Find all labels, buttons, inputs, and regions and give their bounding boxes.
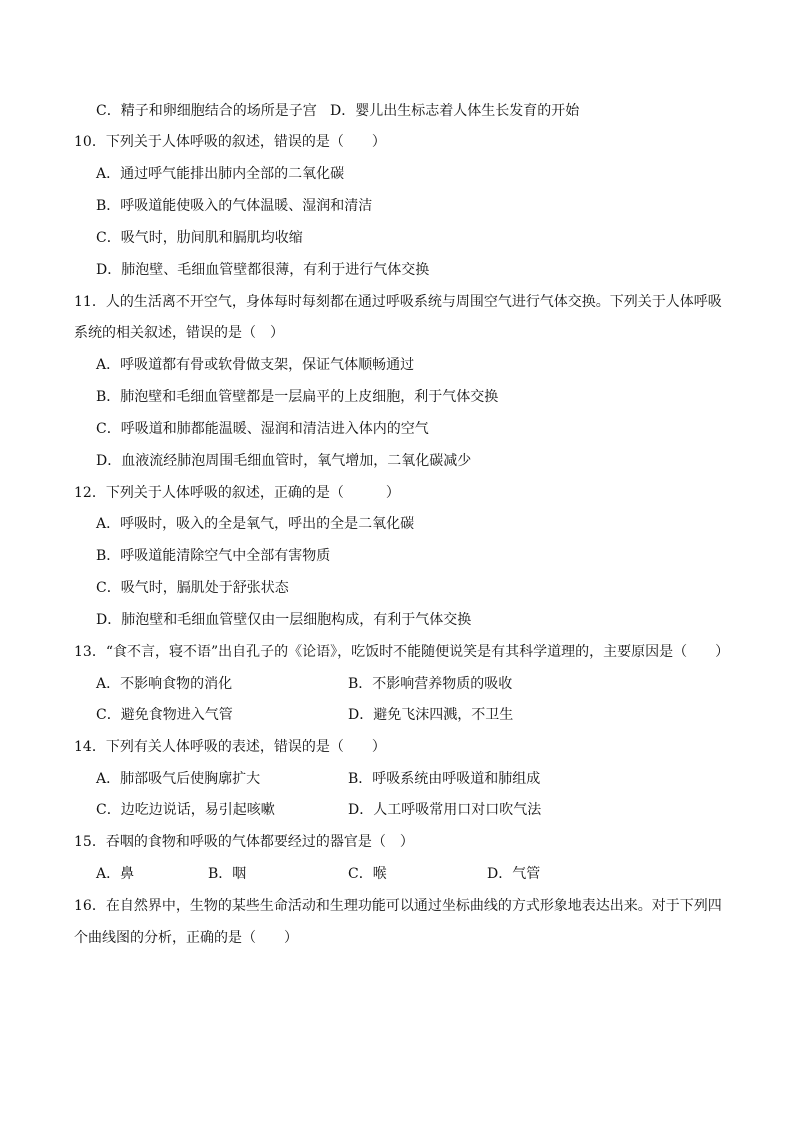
- question-16-stem-line-2: 个曲线图的分析，正确的是（ ）: [74, 930, 298, 946]
- question-12-stem: 12．下列关于人体呼吸的叙述，正确的是（ ）: [74, 485, 400, 501]
- question-14-option-c: C．边吃边说话，易引起咳嗽: [96, 802, 275, 818]
- question-13-option-a: A．不影响食物的消化: [96, 676, 233, 692]
- question-11-stem-line-1: 11．人的生活离不开空气，身体每时每刻都在通过呼吸系统与周围空气进行气体交换。下列关于人体呼吸: [74, 294, 722, 310]
- question-11-option-b: B．肺泡壁和毛细血管壁都是一层扁平的上皮细胞，利于气体交换: [96, 389, 499, 405]
- question-12-option-a: A．呼吸时，吸入的全是氧气，呼出的全是二氧化碳: [96, 516, 415, 532]
- question-10-option-c: C．吸气时，肋间肌和膈肌均收缩: [96, 230, 303, 246]
- question-12-option-b: B．呼吸道能清除空气中全部有害物质: [96, 548, 331, 564]
- question-15-option-b: B．咽: [208, 866, 247, 882]
- prev-option-c: C．精子和卵细胞结合的场所是子宫: [96, 103, 317, 119]
- question-14-option-b: B．呼吸系统由呼吸道和肺组成: [348, 771, 541, 787]
- question-11-option-d: D．血液流经肺泡周围毛细血管时，氧气增加，二氧化碳减少: [96, 453, 472, 469]
- question-10-option-b: B．呼吸道能使吸入的气体温暖、湿润和清洁: [96, 198, 373, 214]
- question-13-option-c: C．避免食物进入气管: [96, 707, 233, 723]
- question-14-option-a: A．肺部吸气后使胸廓扩大: [96, 771, 261, 787]
- question-12-option-d: D．肺泡壁和毛细血管壁仅由一层细胞构成，有利于气体交换: [96, 612, 472, 628]
- question-11-option-a: A．呼吸道都有骨或软骨做支架，保证气体顺畅通过: [96, 357, 415, 373]
- question-15-option-a: A．鼻: [96, 866, 135, 882]
- question-11-option-c: C．呼吸道和肺都能温暖、湿润和清洁进入体内的空气: [96, 421, 429, 437]
- question-16-stem-line-1: 16．在自然界中，生物的某些生命活动和生理功能可以通过坐标曲线的方式形象地表达出来。对于下列四: [74, 898, 722, 914]
- question-15-option-d: D．气管: [487, 866, 541, 882]
- question-14-option-d: D．人工呼吸常用口对口吹气法: [348, 802, 542, 818]
- question-12-option-c: C．吸气时，膈肌处于舒张状态: [96, 580, 289, 596]
- question-13-stem: 13．“食不言，寝不语”出自孔子的《论语》，吃饭时不能随便说笑是有其科学道理的，主要原因是（ ）: [74, 644, 730, 660]
- question-11-stem-line-2: 系统的相关叙述，错误的是（ ）: [74, 325, 284, 341]
- question-10-stem: 10．下列关于人体呼吸的叙述，错误的是（ ）: [74, 134, 386, 150]
- question-13-option-b: B．不影响营养物质的吸收: [348, 676, 513, 692]
- question-15-option-c: C．喉: [348, 866, 387, 882]
- question-15-stem: 15．吞咽的食物和呼吸的气体都要经过的器官是（ ）: [74, 834, 414, 850]
- question-14-stem: 14．下列有关人体呼吸的表述，错误的是（ ）: [74, 739, 386, 755]
- question-10-option-d: D．肺泡壁、毛细血管壁都很薄，有利于进行气体交换: [96, 262, 430, 278]
- prev-option-d: D．婴儿出生标志着人体生长发育的开始: [330, 103, 580, 119]
- question-13-option-d: D．避免飞沫四溅，不卫生: [348, 707, 514, 723]
- question-10-option-a: A．通过呼气能排出肺内全部的二氧化碳: [96, 166, 345, 182]
